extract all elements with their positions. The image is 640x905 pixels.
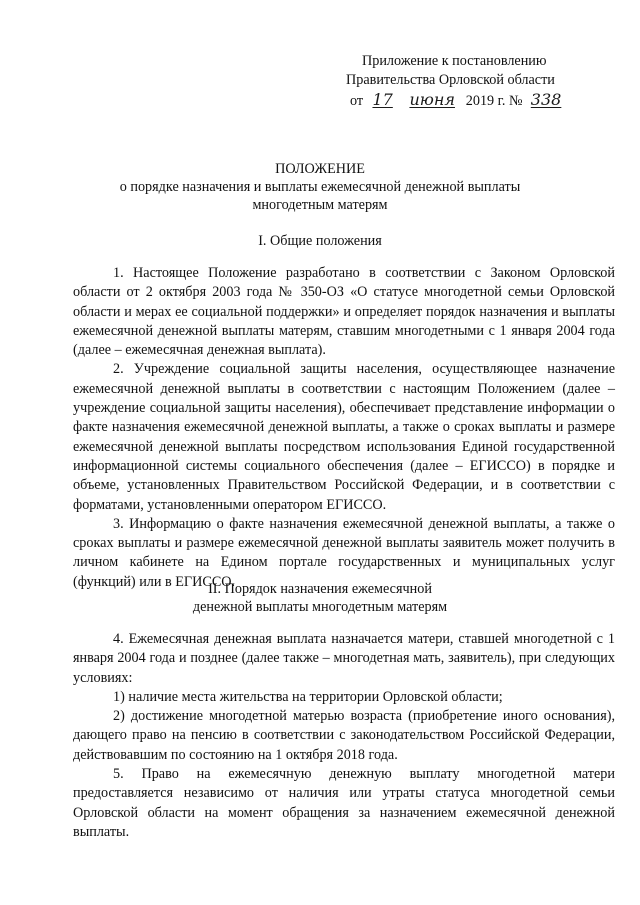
appendix-year: 2019 г. № — [465, 93, 523, 109]
section-2-body — [73, 630, 615, 842]
title-subtitle-2: многодетным матерям — [252, 197, 388, 213]
document-title — [0, 160, 640, 214]
paragraph-4: 4. Ежемесячная денежная выплата назначается матери, ставшей многодетной с 1 января 2004 года и позднее (далее также – многодетная мать, заявитель), при следующих условиях: — [73, 631, 615, 686]
handwritten-month: июня — [409, 90, 455, 109]
appendix-line-1: Приложение к постановлению — [362, 53, 547, 69]
section-1-heading — [0, 232, 640, 250]
handwritten-number: 338 — [530, 90, 562, 109]
title-heading: ПОЛОЖЕНИЕ — [275, 161, 365, 177]
section-2-heading-line-1: II. Порядок назначения ежемесячной — [208, 581, 432, 597]
appendix-date-line — [346, 90, 636, 111]
paragraph-2: 2. Учреждение социальной защиты населения, осуществляющее назначение ежемесячной денежной выплаты в соответствии с настоящим Положением (далее – учреждение социальной защиты населения), обеспечивает представление информации о факте назначения ежемесячной денежной выплаты, а также о сроках выплаты и размере ежемесячной денежной выплаты посредством использования Единой государственной информационной системы социального обеспечения (далее – ЕГИССО) в порядке и объеме, установленных Правительством Российской Федерации, и в соответствии с форматами, установленными оператором ЕГИССО. — [73, 361, 615, 513]
paragraph-1: 1. Настоящее Положение разработано в соответствии с Законом Орловской области от 2 октября 2003 года № 350-ОЗ «О статусе многодетной семьи Орловской области и мерах ее социальной поддержки» и определяет порядок назначения и выплаты ежемесячной денежной выплаты матерям, ставшим многодетными с 1 января 2004 года (далее – ежемесячная денежная выплата). — [73, 265, 615, 359]
section-1-heading-text: I. Общие положения — [258, 233, 382, 249]
appendix-line-2: Правительства Орловской области — [346, 72, 555, 88]
list-item-1: 1) наличие места жительства на территории Орловской области; — [113, 688, 503, 705]
list-item-2: 2) достижение многодетной матерью возраста (приобретение иного основания), дающего право на пенсию в соответствии с законодательством Российской Федерации, действовавшим по состоянию на 1 октября 2018 года. — [73, 708, 615, 763]
appendix-date-prefix: от — [350, 93, 364, 109]
handwritten-day: 17 — [372, 90, 393, 109]
paragraph-5: 5. Право на ежемесячную денежную выплату многодетной матери предоставляется независимо от наличия или утраты статуса многодетной семьи Орловской области на момент обращения за назначением ежемесячной денежной выплаты. — [73, 766, 615, 840]
section-1-body — [73, 264, 615, 592]
title-subtitle-1: о порядке назначения и выплаты ежемесячной денежной выплаты — [119, 179, 521, 195]
section-2-heading-line-2: денежной выплаты многодетным матерям — [192, 599, 448, 615]
paragraph-3: 3. Информацию о факте назначения ежемесячной денежной выплаты, а также о сроках выплаты и размере ежемесячной денежной выплаты заявитель может получить в личном кабинете на Едином портале государственных и муниципальных услуг (функций) или в ЕГИССО. — [73, 515, 615, 590]
section-2-heading — [0, 580, 640, 616]
appendix-block — [346, 52, 636, 111]
